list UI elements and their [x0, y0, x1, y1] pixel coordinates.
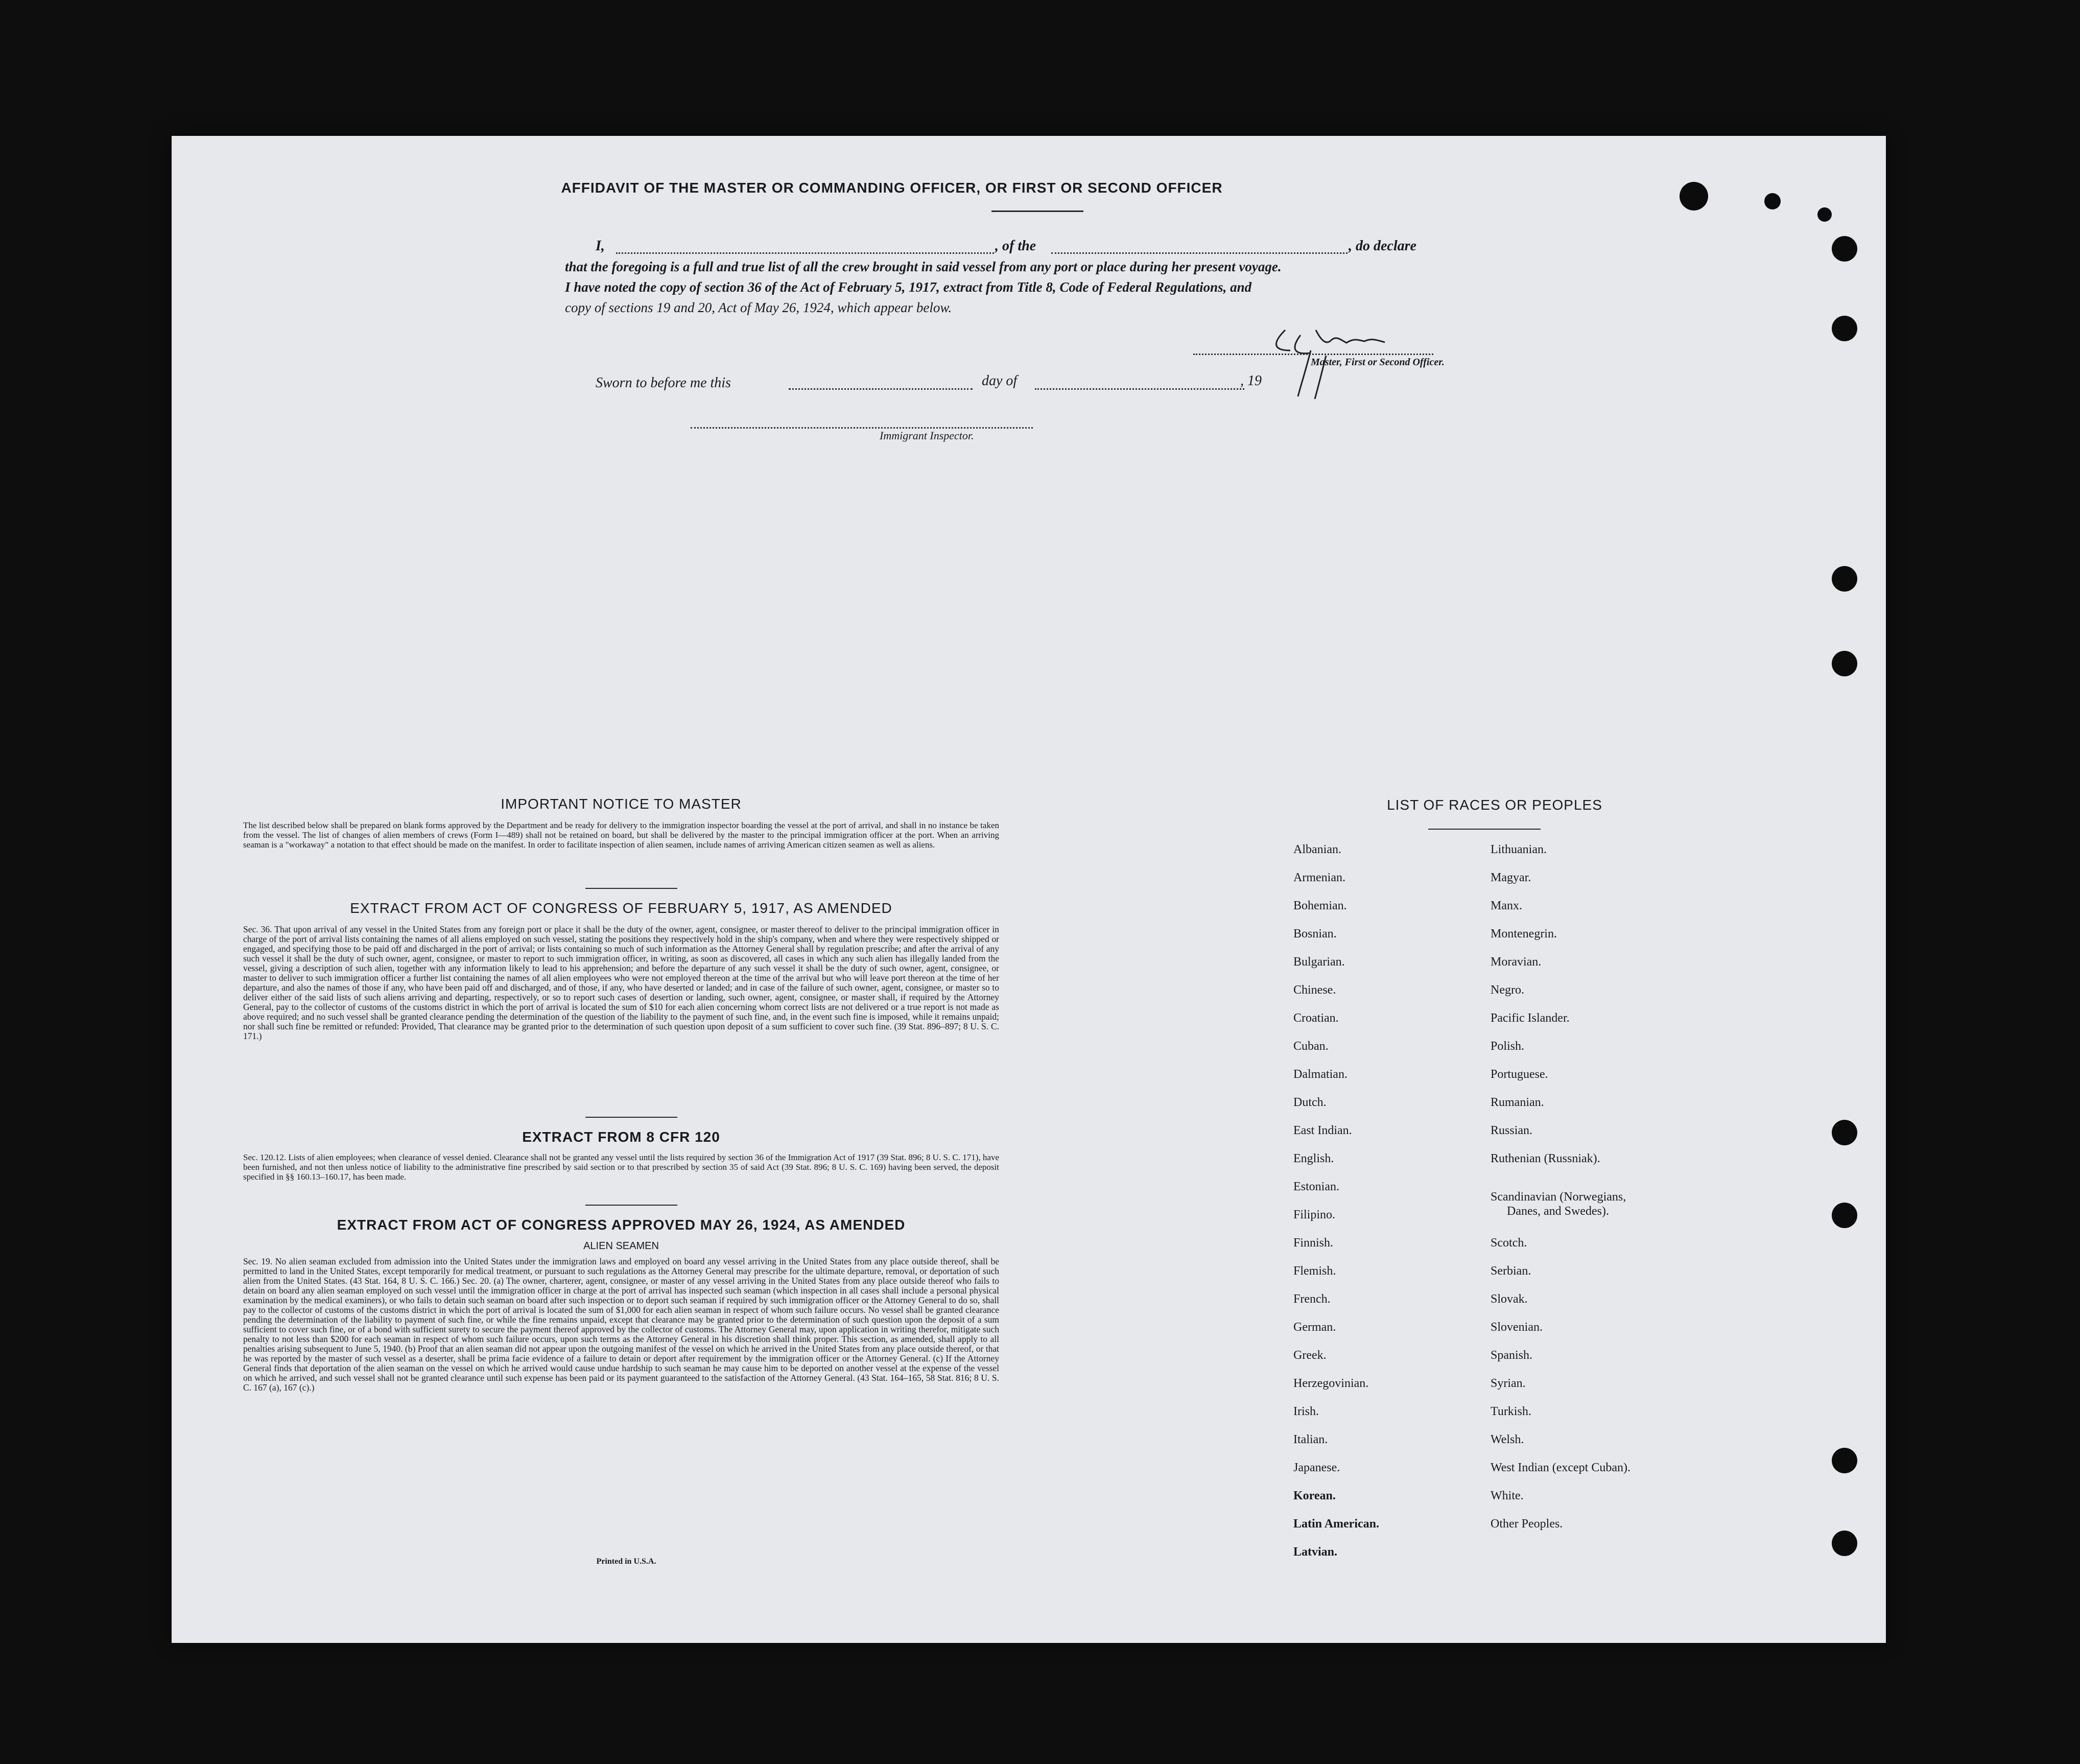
race-item: Dalmatian. [1293, 1068, 1348, 1081]
punch-hole [1832, 316, 1857, 341]
race-item: Portuguese. [1491, 1068, 1548, 1081]
race-item: Estonian. [1293, 1180, 1339, 1193]
race-item: Slovenian. [1491, 1321, 1543, 1334]
punch-hole [1832, 1120, 1857, 1145]
punch-hole [1832, 1531, 1857, 1556]
punch-hole [1832, 566, 1857, 592]
decl-i: I, [596, 238, 605, 254]
race-item: English. [1293, 1152, 1334, 1165]
race-item: Manx. [1491, 899, 1522, 912]
race-item: Magyar. [1491, 871, 1531, 884]
race-item: Finnish. [1293, 1236, 1334, 1250]
race-item: Croatian. [1293, 1012, 1339, 1025]
race-item: Slovak. [1491, 1292, 1528, 1306]
race-item: Irish. [1293, 1405, 1319, 1418]
extract-1917-body: Sec. 36. That upon arrival of any vessel in the United States from any foreign port or place it shall be the duty of the owner, agent, consignee, or master thereof to deliver to the principal immigration officer in charge of the port of arrival lists containing the names of all aliens employed on such vessel, stating the positions they respectively hold in the ship's company, when and where they were respectively shipped or engaged, and specifying those to be paid off and discharged in the port of arrival; or lists containing so much of such information as the Attorney General shall by regulation prescribe; and after the arrival of any such vessel it shall be the duty of such owner, agent, consignee, or master to report to such immigration officer, in writing, as soon as discovered, all cases in which any such alien has illegally landed from the vessel, giving a description of such alien, together with any information likely to lead to his apprehension; and before the departure of any such vessel it shall be the duty of such owner, agent, consignee, or master to deliver to such immigration officer a further list containing the names of all alien employees who were not employed thereon at the time of the arrival but who will leave port thereon at the time of her departure, and also the names of those if any, who have been paid off and discharged, and of those, if any, who have deserted or landed; and in case of the failure of such owner, agent, consignee, or master so to deliver either of the said lists of such aliens arriving and departing, respectively, or so to report such cases of desertion or landing, such owner, agent, consignee, or master shall, if required by the Attorney General, pay to the collector of customs of the customs district in which the port of arrival is located the sum of $10 for each alien concerning whom correct lists are not delivered or a true report is not made as above required; and no such vessel shall be granted clearance pending the determination of the question of the liability to the payment of such fine, and, in the event such fine is imposed, while it remains unpaid; nor shall such fine be remitted or refunded: Provided, That clearance may be granted prior to the determination of such question upon deposit of a sum sufficient to cover such fine. (39 Stat. 896–897; 8 U. S. C. 171.) [243, 924, 999, 1041]
notice-body: The list described below shall be prepared on blank forms approved by the Department and be ready for delivery to the immigration inspector boarding the vessel at the port of arrival, and shall in no instance be taken from the vessel. The list of changes of alien members of crews (Form I—489) shall not be retained on board, but shall be delivered by the master to the principal immigration officer at the port. When an arriving seaman is a "workaway" a notation to that effect should be made on the manifest. In order to facilitate inspection of alien seamen, include names of arriving American citizen seamen as well as aliens. [243, 820, 999, 850]
punch-hole [1764, 193, 1781, 209]
vessel-field[interactable] [1051, 252, 1348, 254]
extract-cfr-title: EXTRACT FROM 8 CFR 120 [522, 1129, 720, 1145]
sworn-year: , 19 [1240, 373, 1262, 389]
divider [585, 1205, 677, 1206]
race-item: Latvian. [1293, 1545, 1338, 1559]
race-item: Italian. [1293, 1433, 1328, 1446]
notice-title: IMPORTANT NOTICE TO MASTER [501, 796, 742, 812]
printed-in-usa: Printed in U.S.A. [596, 1557, 656, 1566]
race-item: Spanish. [1491, 1349, 1533, 1362]
race-item: Lithuanian. [1491, 843, 1547, 856]
punch-hole [1832, 1448, 1857, 1473]
race-item: Russian. [1491, 1124, 1533, 1137]
race-item: Dutch. [1293, 1096, 1327, 1109]
extract-1917-title: EXTRACT FROM ACT OF CONGRESS OF FEBRUARY 5, 1917, AS AMENDED [350, 900, 892, 916]
extract-cfr-body: Sec. 120.12. Lists of alien employees; when clearance of vessel denied. Clearance shall not be granted any vessel until the lists required by section 36 of the Immigration Act of 1917 (39 Stat. 896; 8 U. S. C. 171), have been furnished, and not then unless notice of liability to the administrative fine prescribed by said section or to that prescribed by section 35 of said Act (39 Stat. 896; 8 U. S. C. 169) having been served, the deposit specified in §§ 160.13–160.17, has been made. [243, 1153, 999, 1182]
race-item: East Indian. [1293, 1124, 1352, 1137]
race-item: Danes, and Swedes). [1507, 1205, 1609, 1218]
extract-1924-title: EXTRACT FROM ACT OF CONGRESS APPROVED MAY 26, 1924, AS AMENDED [337, 1217, 906, 1233]
punch-hole [1832, 236, 1857, 262]
race-item: German. [1293, 1321, 1336, 1334]
race-item: Japanese. [1293, 1461, 1340, 1474]
race-item: Flemish. [1293, 1264, 1336, 1278]
race-item: White. [1491, 1489, 1524, 1502]
sworn-prefix: Sworn to before me this [596, 375, 731, 391]
race-item: Pacific Islander. [1491, 1012, 1570, 1025]
race-item: Montenegrin. [1491, 927, 1557, 940]
race-item: Bosnian. [1293, 927, 1337, 940]
race-item: Polish. [1491, 1040, 1525, 1053]
punch-hole [1832, 651, 1857, 676]
affidavit-title: AFFIDAVIT OF THE MASTER OR COMMANDING OFFICER, OR FIRST OR SECOND OFFICER [561, 180, 1223, 196]
race-item: Bulgarian. [1293, 955, 1345, 969]
sworn-day-label: day of [982, 373, 1018, 389]
race-item: Scotch. [1491, 1236, 1527, 1250]
race-item: Chinese. [1293, 983, 1336, 997]
race-item: Filipino. [1293, 1208, 1336, 1221]
race-item: Greek. [1293, 1349, 1327, 1362]
race-item: Latin American. [1293, 1517, 1379, 1531]
race-item: Negro. [1491, 983, 1524, 997]
decl-declare: , do declare [1349, 238, 1416, 254]
name-field[interactable] [616, 252, 994, 254]
decl-line-4: copy of sections 19 and 20, Act of May 26, 1924, which appear below. [565, 300, 952, 315]
divider [585, 1117, 677, 1118]
races-title: LIST OF RACES OR PEOPLES [1387, 797, 1602, 813]
race-item: Scandinavian (Norwegians, [1491, 1190, 1626, 1204]
divider [991, 210, 1083, 212]
race-item: Turkish. [1491, 1405, 1531, 1418]
document-page [172, 136, 1886, 1643]
race-item: Syrian. [1491, 1377, 1526, 1390]
sworn-day-field[interactable] [789, 388, 973, 390]
race-item: Welsh. [1491, 1433, 1524, 1446]
decl-line-2: that the foregoing is a full and true list of all the crew brought in said vessel from any port or place during her present voyage. [565, 259, 1282, 274]
inspector-caption: Immigrant Inspector. [880, 429, 974, 442]
punch-hole [1680, 182, 1708, 210]
punch-hole [1832, 1203, 1857, 1228]
race-item: Rumanian. [1491, 1096, 1544, 1109]
race-item: Ruthenian (Russniak). [1491, 1152, 1600, 1165]
race-item: French. [1293, 1292, 1331, 1306]
inspector-signature-line [691, 427, 1033, 429]
signature-image [1255, 310, 1438, 402]
punch-hole [1817, 207, 1832, 222]
race-item: Bohemian. [1293, 899, 1347, 912]
signature-caption: Master, First or Second Officer. [1311, 357, 1445, 368]
signature-line [1193, 354, 1433, 355]
divider [585, 888, 677, 889]
race-item: Moravian. [1491, 955, 1542, 969]
sworn-month-field[interactable] [1035, 388, 1244, 390]
race-item: Serbian. [1491, 1264, 1531, 1278]
race-item: Korean. [1293, 1489, 1336, 1502]
extract-1924-subtitle: ALIEN SEAMEN [583, 1240, 659, 1252]
extract-1924-body: Sec. 19. No alien seaman excluded from admission into the United States under the immigration laws and employed on board any vessel arriving in the United States from any place outside thereof, shall be permitted to land in the United States, except temporarily for medical treatment, or pursuant to such regulations as the Attorney General may prescribe for the ultimate departure, removal, or deportation of such alien from the United States. (43 Stat. 164, 8 U. S. C. 166.) Sec. 20. (a) The owner, charterer, agent, consignee, or master of any vessel arriving in the United States from any place outside thereof who fails to detain on board any alien seaman employed on such vessel until the immigration officer in charge at the port of arrival has inspected such seaman (which inspection in all cases shall include a personal physical examination by the medical examiners), or who fails to detain such seaman on board after such inspection or to deport such seaman if required by such immigration officer or the Attorney General to do so, shall pay to the collector of customs of the customs district in which the port of arrival is located the sum of $1,000 for each alien seaman in respect of whom such failure occurs. No vessel shall be granted clearance pending the determination of the liability to payment of such fine, or while the fine remains unpaid, except that clearance may be granted prior to the determination of such question upon the deposit of a sum sufficient to cover such fine, or of a bond with sufficient surety to secure the payment thereof approved by the collector of customs. The Attorney General may, upon application in writing therefor, mitigate such penalty to not less than $200 for each seaman in respect of whom such failure occurs, upon such terms as the Attorney General in his discretion shall think proper. This section, as amended, shall apply to all penalties arising subsequent to June 5, 1940. (b) Proof that an alien seaman did not appear upon the outgoing manifest of the vessel on which he arrived in the United States from any place outside thereof, or that he was reported by the master of such vessel as a deserter, shall be prima facie evidence of a failure to detain or deport after requirement by the immigration officer or the Attorney General. (c) If the Attorney General finds that deportation of the alien seaman on the vessel on which he arrived would cause undue hardship to such seaman he may cause him to be deported on another vessel at the expense of the vessel on which he arrived, and such vessel shall not be granted clearance until such expense has been paid or its payment guaranteed to the satisfaction of the Attorney General. (43 Stat. 164–165, 58 Stat. 816; 8 U. S. C. 167 (a), 167 (c).) [243, 1256, 999, 1393]
race-item: Armenian. [1293, 871, 1345, 884]
race-item: West Indian (except Cuban). [1491, 1461, 1630, 1474]
decl-line-3: I have noted the copy of section 36 of the Act of February 5, 1917, extract from Title 8, Code of Federal Regulations, and [565, 279, 1252, 295]
race-item: Herzegovinian. [1293, 1377, 1369, 1390]
decl-of-the: , of the [995, 238, 1036, 254]
race-item: Other Peoples. [1491, 1517, 1563, 1531]
race-item: Cuban. [1293, 1040, 1329, 1053]
race-item: Albanian. [1293, 843, 1341, 856]
divider [1428, 829, 1541, 830]
